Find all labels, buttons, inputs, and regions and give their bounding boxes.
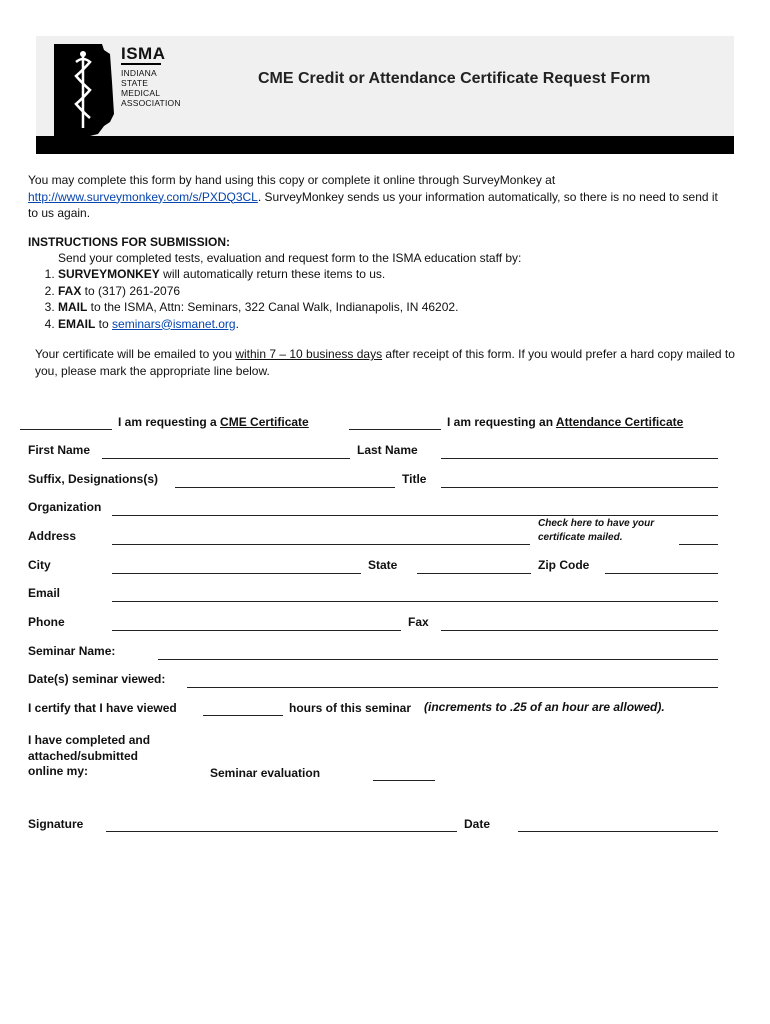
hours-viewed-field[interactable] [203,715,283,716]
dates-viewed-label: Date(s) seminar viewed: [28,672,166,686]
hours-of-seminar-label: hours of this seminar [289,701,412,715]
mail-certificate-note: Check here to have your certificate mailed. [538,518,655,543]
fax-field[interactable] [441,630,718,631]
city-field[interactable] [112,573,361,574]
logo-line-4: ASSOCIATION [121,98,181,108]
increments-note: (increments to .25 of an hour are allowed). [424,700,665,714]
suffix-label: Suffix, Designations(s) [28,472,159,486]
zip-label: Zip Code [538,558,590,572]
logo-rule [121,63,161,65]
email-field[interactable] [112,601,718,602]
suffix-field[interactable] [175,487,395,488]
signature-field[interactable] [106,831,457,832]
form-title: CME Credit or Attendance Certificate Request Form [258,70,651,87]
fax-label: Fax [408,615,429,629]
date-field[interactable] [518,831,718,832]
step-mail: 3. MAIL to the ISMA, Attn: Seminars, 322 Canal Walk, Indianapolis, IN 46202. [58,299,726,316]
intro-paragraph [28,172,728,222]
header-black-bar [36,136,734,154]
indiana-state-caduceus-icon [50,42,120,140]
signature-label: Signature [28,817,84,831]
step-surveymonkey: 1. SURVEYMONKEY will automatically return these items to us. [58,266,726,283]
attendance-certificate-label: I am requesting an Attendance Certificate [447,415,684,429]
completed-line-2: attached/submitted [28,749,139,763]
organization-label: Organization [28,500,102,514]
email-label: Email [28,586,61,600]
certificate-note: Your certificate will be emailed to you within 7 – 10 business days after receipt of this form. If you would prefer a hard copy mailed to you, please mark the appropriate line below. [35,347,735,378]
seminar-name-label: Seminar Name: [28,644,116,658]
last-name-field[interactable] [441,458,718,459]
city-label: City [28,558,51,572]
address-field[interactable] [112,544,530,545]
seminar-evaluation-label: Seminar evaluation [210,766,321,780]
address-label: Address [28,529,77,543]
step-email: 4. EMAIL to seminars@ismanet.org. [58,316,726,333]
phone-field[interactable] [112,630,401,631]
attendance-certificate-line[interactable] [349,429,441,430]
cme-certificate-line[interactable] [20,429,112,430]
intro-text-after: . SurveyMonkey sends us your information automatically, so there is no need to send it to us again. [28,189,718,220]
title-label: Title [402,472,427,486]
surveymonkey-link[interactable]: http://www.surveymonkey.com/s/PXDQ3CL [28,189,258,204]
state-field[interactable] [417,573,531,574]
email-link[interactable]: seminars@ismanet.org [112,316,236,331]
cme-certificate-label: I am requesting a CME Certificate [118,415,309,429]
date-label: Date [464,817,491,831]
title-field[interactable] [441,487,718,488]
intro-text-before: You may complete this form by hand using this copy or complete it online through SurveyMonkey at [28,173,556,187]
organization-field[interactable] [112,515,718,516]
instructions-heading: INSTRUCTIONS FOR SUBMISSION: [28,235,231,249]
phone-label: Phone [28,615,65,629]
first-name-field[interactable] [102,458,350,459]
dates-viewed-field[interactable] [187,687,718,688]
logo-name: ISMA [121,44,166,63]
completed-line-1: I have completed and [28,733,151,747]
state-label: State [368,558,398,572]
zip-field[interactable] [605,573,718,574]
instructions-steps [36,266,726,332]
seminar-evaluation-field[interactable] [373,780,435,781]
last-name-label: Last Name [357,443,418,457]
mail-certificate-checkline[interactable] [679,544,718,545]
logo-line-3: MEDICAL [121,88,161,98]
logo-line-2: STATE [121,78,149,88]
instructions-lead: Send your completed tests, evaluation and request form to the ISMA education staff by: [58,251,522,265]
seminar-name-field[interactable] [158,659,718,660]
step-fax: 2. FAX to (317) 261-2076 [58,283,726,300]
business-days-highlight: within 7 – 10 business days [235,347,383,361]
logo-line-1: INDIANA [121,68,157,78]
certify-label: I certify that I have viewed [28,701,177,715]
first-name-label: First Name [28,443,91,457]
completed-line-3: online my: [28,764,89,778]
